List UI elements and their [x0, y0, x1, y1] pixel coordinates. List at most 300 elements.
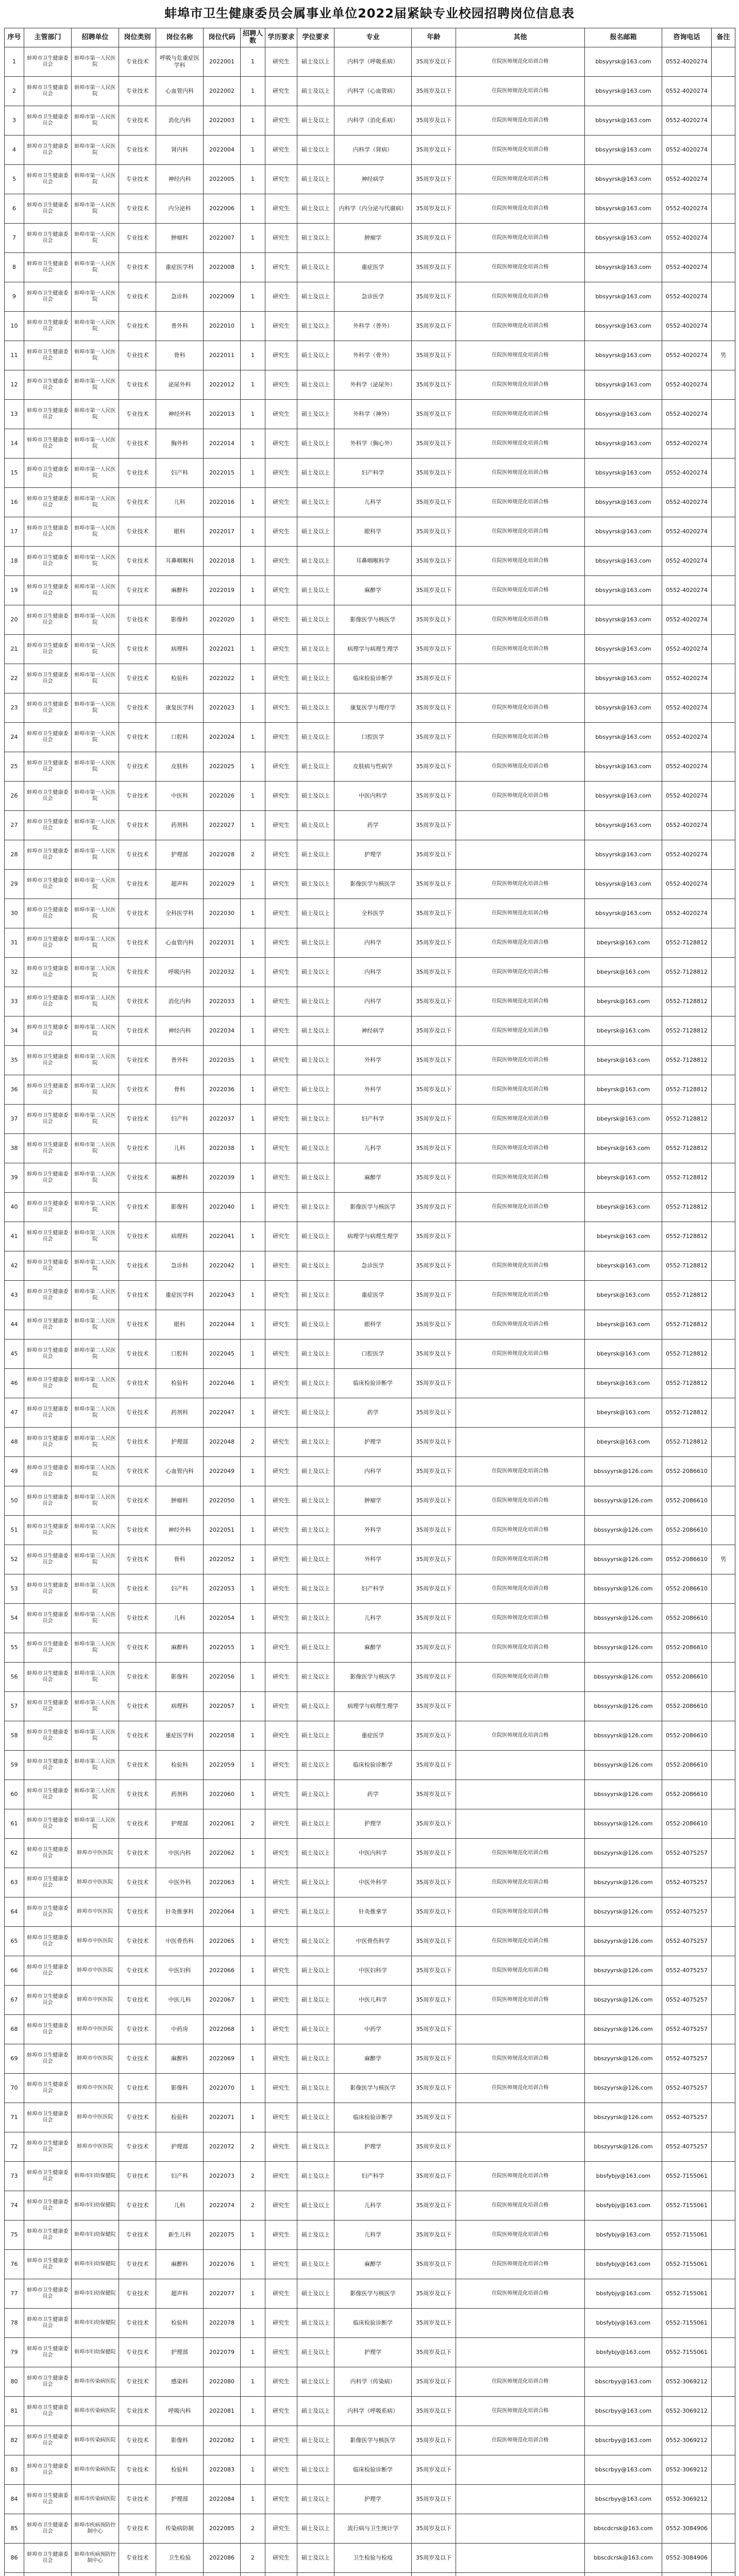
- cell-major: 内科学（传染病）: [334, 2367, 412, 2397]
- cell-email[interactable]: bbeyrsk@163.com: [585, 1046, 662, 1075]
- cell-unit: 蚌埠市第一人民医院: [72, 459, 119, 488]
- cell-email[interactable]: bbsfybjy@163.com: [585, 2221, 662, 2250]
- cell-education: 研究生: [265, 165, 297, 194]
- cell-major: 影像医学与核医学: [334, 2074, 412, 2103]
- cell-email[interactable]: bbssyyrsk@126.com: [585, 1457, 662, 1486]
- cell-degree: 硕士及以上: [297, 1310, 334, 1340]
- cell-education: 研究生: [265, 1956, 297, 1986]
- cell-note: [712, 2367, 735, 2397]
- cell-major: 麻醉学: [334, 1163, 412, 1193]
- cell-other: 住院医师规范化培训合格: [456, 77, 585, 106]
- cell-email[interactable]: bbscdcrsk@163.com: [585, 2544, 662, 2573]
- cell-count: 1: [241, 2044, 265, 2074]
- cell-unit: 蚌埠市中医医院: [72, 2044, 119, 2074]
- cell-unit: 蚌埠市第二人民医院: [72, 1281, 119, 1310]
- cell-email[interactable]: bbscrbyy@163.com: [585, 2426, 662, 2455]
- cell-no: 10: [5, 312, 24, 341]
- cell-post: 肿瘤科: [156, 1486, 204, 1516]
- cell-email[interactable]: bbszyyrsk@126.com: [585, 1956, 662, 1986]
- cell-unit: 蚌埠市第二人民医院: [72, 1075, 119, 1105]
- cell-other: [456, 2103, 585, 2132]
- cell-phone: 0552-7128812: [662, 1340, 712, 1369]
- cell-degree: 硕士及以上: [297, 811, 334, 840]
- cell-no: 78: [5, 2309, 24, 2338]
- cell-education: 研究生: [265, 1369, 297, 1398]
- cell-no: 73: [5, 2162, 24, 2191]
- cell-note: [712, 1780, 735, 1809]
- cell-email[interactable]: bbeyrsk@163.com: [585, 1222, 662, 1251]
- cell-email[interactable]: bbsyyrsk@163.com: [585, 194, 662, 224]
- cell-count: 1: [241, 282, 265, 312]
- cell-major: 重症医学: [334, 1281, 412, 1310]
- cell-count: 1: [241, 47, 265, 77]
- cell-code: 2022068: [204, 2015, 241, 2044]
- cell-education: 研究生: [265, 752, 297, 782]
- cell-phone: 0552-2086610: [662, 1780, 712, 1809]
- cell-email[interactable]: bbssyyrsk@126.com: [585, 1545, 662, 1574]
- cell-education: 研究生: [265, 1428, 297, 1457]
- cell-email[interactable]: bbsyyrsk@163.com: [585, 517, 662, 547]
- cell-email[interactable]: bbscrbyy@163.com: [585, 2455, 662, 2485]
- cell-email[interactable]: bbsyyrsk@163.com: [585, 253, 662, 282]
- cell-email[interactable]: bbsyyrsk@163.com: [585, 664, 662, 693]
- cell-no: 7: [5, 224, 24, 253]
- cell-note: [712, 1251, 735, 1281]
- cell-email[interactable]: bbsfybjy@163.com: [585, 2338, 662, 2367]
- cell-email[interactable]: bbeyrsk@163.com: [585, 1310, 662, 1340]
- cell-education: 研究生: [265, 928, 297, 958]
- cell-email[interactable]: bbeyrsk@163.com: [585, 1428, 662, 1457]
- table-row: [5, 2015, 735, 2044]
- cell-note: [712, 1692, 735, 1721]
- cell-email[interactable]: bbszyyrsk@126.com: [585, 1927, 662, 1956]
- cell-email[interactable]: bbssyyrsk@126.com: [585, 1692, 662, 1721]
- cell-note: [712, 1222, 735, 1251]
- cell-unit: 蚌埠市第二人民医院: [72, 1310, 119, 1340]
- cell-email[interactable]: bbsyyrsk@163.com: [585, 605, 662, 635]
- cell-post: 中医儿科: [156, 1986, 204, 2015]
- cell-email[interactable]: bbsyyrsk@163.com: [585, 811, 662, 840]
- cell-code: 2022074: [204, 2191, 241, 2221]
- cell-email[interactable]: [585, 2573, 662, 2576]
- cell-dept: 蚌埠市卫生健康委员会: [24, 723, 72, 752]
- cell-dept: 蚌埠市卫生健康委员会: [24, 1604, 72, 1633]
- cell-count: 1: [241, 1046, 265, 1075]
- cell-post: 心血管内科: [156, 77, 204, 106]
- cell-unit: 蚌埠市第一人民医院: [72, 106, 119, 135]
- table-row: [5, 811, 735, 840]
- cell-major: 儿科学: [334, 2221, 412, 2250]
- cell-other: 住院医师规范化培训合格: [456, 1516, 585, 1545]
- cell-email[interactable]: bbsyyrsk@163.com: [585, 429, 662, 459]
- cell-note: [712, 2221, 735, 2250]
- cell-email[interactable]: bbeyrsk@163.com: [585, 1398, 662, 1428]
- cell-email[interactable]: bbeyrsk@163.com: [585, 1369, 662, 1398]
- cell-phone: 0552-4020274: [662, 341, 712, 370]
- table-row: [5, 106, 735, 135]
- table-row: [5, 1281, 735, 1310]
- cell-code: 2022037: [204, 1105, 241, 1134]
- cell-dept: 蚌埠市卫生健康委员会: [24, 400, 72, 429]
- cell-email[interactable]: bbsyyrsk@163.com: [585, 693, 662, 723]
- cell-code: 2022081: [204, 2397, 241, 2426]
- cell-education: 研究生: [265, 253, 297, 282]
- cell-email[interactable]: bbszyyrsk@126.com: [585, 2074, 662, 2103]
- cell-post: 影像科: [156, 2074, 204, 2103]
- cell-category: 专业技术: [119, 782, 156, 811]
- cell-dept: 蚌埠市卫生健康委员会: [24, 106, 72, 135]
- cell-post: 影像科: [156, 605, 204, 635]
- cell-dept: 蚌埠市卫生健康委员会: [24, 1927, 72, 1956]
- cell-code: 2022071: [204, 2103, 241, 2132]
- cell-unit: 蚌埠市第二人民医院: [72, 1105, 119, 1134]
- cell-post: 重症医学科: [156, 253, 204, 282]
- cell-degree: 硕士及以上: [297, 488, 334, 517]
- cell-major: 内科学: [334, 928, 412, 958]
- cell-education: 研究生: [265, 2397, 297, 2426]
- cell-email[interactable]: bbszyyrsk@126.com: [585, 1839, 662, 1868]
- cell-unit: 蚌埠市中医医院: [72, 1897, 119, 1927]
- cell-email[interactable]: bbeyrsk@163.com: [585, 1281, 662, 1310]
- cell-email[interactable]: bbsyyrsk@163.com: [585, 341, 662, 370]
- cell-dept: 蚌埠市卫生健康委员会: [24, 1956, 72, 1986]
- cell-category: 专业技术: [119, 1398, 156, 1428]
- cell-dept: 蚌埠市卫生健康委员会: [24, 928, 72, 958]
- cell-phone: 0552-3069212: [662, 2397, 712, 2426]
- cell-education: 研究生: [265, 1075, 297, 1105]
- cell-dept: 蚌埠市卫生健康委员会: [24, 547, 72, 576]
- cell-note: [712, 2338, 735, 2367]
- cell-degree: 硕士及以上: [297, 1751, 334, 1780]
- cell-phone: 0552-4075257: [662, 2044, 712, 2074]
- cell-email[interactable]: bbeyrsk@163.com: [585, 1134, 662, 1163]
- cell-note: [712, 1663, 735, 1692]
- table-row: [5, 282, 735, 312]
- cell-other: 住院医师规范化培训合格: [456, 723, 585, 752]
- table-row: [5, 400, 735, 429]
- cell-email[interactable]: bbeyrsk@163.com: [585, 1163, 662, 1193]
- cell-no: 53: [5, 1574, 24, 1604]
- cell-email[interactable]: bbssyyrsk@126.com: [585, 1780, 662, 1809]
- table-row: [5, 1897, 735, 1927]
- cell-email[interactable]: bbeyrsk@163.com: [585, 1016, 662, 1046]
- cell-post: 中医妇科: [156, 1956, 204, 1986]
- cell-email[interactable]: bbszyyrsk@126.com: [585, 2015, 662, 2044]
- cell-email[interactable]: bbsyyrsk@163.com: [585, 635, 662, 664]
- cell-unit: 蚌埠市中医医院: [72, 1956, 119, 1986]
- cell-phone: 0552-4020274: [662, 135, 712, 165]
- cell-email[interactable]: bbsfybjy@163.com: [585, 2279, 662, 2309]
- cell-unit: 蚌埠市第一人民医院: [72, 429, 119, 459]
- cell-count: 1: [241, 194, 265, 224]
- cell-major: 中医外科学: [334, 1868, 412, 1897]
- table-row: [5, 488, 735, 517]
- cell-email[interactable]: bbsyyrsk@163.com: [585, 752, 662, 782]
- cell-post: 普外科: [156, 312, 204, 341]
- cell-unit: 蚌埠市妇幼保健院: [72, 2221, 119, 2250]
- cell-email[interactable]: bbscdcrsk@163.com: [585, 2514, 662, 2544]
- cell-major: 内科学: [334, 958, 412, 987]
- cell-age: 35周岁及以下: [412, 605, 456, 635]
- cell-email[interactable]: bbssyyrsk@126.com: [585, 1721, 662, 1751]
- cell-category: 专业技术: [119, 1868, 156, 1897]
- cell-email[interactable]: bbssyyrsk@126.com: [585, 1663, 662, 1692]
- cell-dept: 蚌埠市卫生健康委员会: [24, 576, 72, 605]
- cell-unit: 蚌埠市第一人民医院: [72, 664, 119, 693]
- cell-unit: 蚌埠市第二人民医院: [72, 1340, 119, 1369]
- cell-email[interactable]: bbsyyrsk@163.com: [585, 370, 662, 400]
- cell-no: 63: [5, 1868, 24, 1897]
- cell-email[interactable]: bbsyyrsk@163.com: [585, 870, 662, 899]
- cell-age: 35周岁及以下: [412, 1428, 456, 1457]
- cell-email[interactable]: bbeyrsk@163.com: [585, 958, 662, 987]
- cell-post: 眼科: [156, 517, 204, 547]
- cell-email[interactable]: bbsfybjy@163.com: [585, 2309, 662, 2338]
- cell-major: 急诊医学: [334, 282, 412, 312]
- cell-other: 住院医师规范化培训合格: [456, 752, 585, 782]
- cell-email[interactable]: bbsfybjy@163.com: [585, 2162, 662, 2191]
- cell-other: 住院医师规范化培训合格: [456, 429, 585, 459]
- cell-no: 20: [5, 605, 24, 635]
- cell-email[interactable]: bbeyrsk@163.com: [585, 1251, 662, 1281]
- cell-degree: 硕士及以上: [297, 1369, 334, 1398]
- cell-other: 住院医师规范化培训合格: [456, 2397, 585, 2426]
- cell-no: 74: [5, 2191, 24, 2221]
- cell-email[interactable]: bbssyyrsk@126.com: [585, 1751, 662, 1780]
- cell-age: 35周岁及以下: [412, 1574, 456, 1604]
- cell-dept: 蚌埠市卫生健康委员会: [24, 2485, 72, 2514]
- cell-post: 药剂科: [156, 1780, 204, 1809]
- cell-no: 45: [5, 1340, 24, 1369]
- cell-email[interactable]: bbscrbyy@163.com: [585, 2367, 662, 2397]
- cell-email[interactable]: bbsyyrsk@163.com: [585, 488, 662, 517]
- cell-major: 影像医学与核医学: [334, 1663, 412, 1692]
- cell-email[interactable]: bbszyyrsk@126.com: [585, 2044, 662, 2074]
- cell-note: [712, 135, 735, 165]
- cell-education: 研究生: [265, 605, 297, 635]
- cell-no: 67: [5, 1986, 24, 2015]
- cell-no: 83: [5, 2455, 24, 2485]
- cell-email[interactable]: bbsyyrsk@163.com: [585, 459, 662, 488]
- cell-note: [712, 782, 735, 811]
- cell-email[interactable]: bbsyyrsk@163.com: [585, 576, 662, 605]
- cell-dept: 蚌埠市卫生健康委员会: [24, 1075, 72, 1105]
- cell-major: 内科学: [334, 987, 412, 1016]
- cell-code: 2022083: [204, 2455, 241, 2485]
- cell-email[interactable]: bbsyyrsk@163.com: [585, 840, 662, 870]
- cell-age: 35周岁及以下: [412, 2367, 456, 2397]
- cell-other: 住院医师规范化培训合格: [456, 958, 585, 987]
- column-header: 年龄: [412, 28, 456, 47]
- cell-major: 临床检验诊断学: [334, 1751, 412, 1780]
- cell-email[interactable]: bbszyyrsk@126.com: [585, 2132, 662, 2162]
- cell-email[interactable]: bbsyyrsk@163.com: [585, 899, 662, 928]
- cell-email[interactable]: bbsfybjy@163.com: [585, 2250, 662, 2279]
- cell-dept: 蚌埠市卫生健康委员会: [24, 2309, 72, 2338]
- cell-note: [712, 47, 735, 77]
- cell-dept: 蚌埠市卫生健康委员会: [24, 1398, 72, 1428]
- cell-degree: 硕士及以上: [297, 1956, 334, 1986]
- cell-note: [712, 77, 735, 106]
- cell-post: 妇产科: [156, 1105, 204, 1134]
- table-row: [5, 1927, 735, 1956]
- cell-dept: 蚌埠市卫生健康委员会: [24, 2221, 72, 2250]
- cell-post: 中医骨伤科: [156, 1927, 204, 1956]
- cell-education: 研究生: [265, 1780, 297, 1809]
- cell-note: [712, 2573, 735, 2576]
- cell-age: 35周岁及以下: [412, 2132, 456, 2162]
- cell-email[interactable]: bbssyyrsk@126.com: [585, 1516, 662, 1545]
- cell-education: 研究生: [265, 400, 297, 429]
- cell-email[interactable]: bbeyrsk@163.com: [585, 1193, 662, 1222]
- cell-email[interactable]: bbsyyrsk@163.com: [585, 106, 662, 135]
- cell-note: [712, 2455, 735, 2485]
- cell-email[interactable]: bbssyyrsk@126.com: [585, 1486, 662, 1516]
- cell-major: 外科学（骨外）: [334, 341, 412, 370]
- cell-dept: 蚌埠市卫生健康委员会: [24, 2397, 72, 2426]
- table-row: [5, 1428, 735, 1457]
- table-row: [5, 1809, 735, 1839]
- table-row: [5, 1545, 735, 1574]
- cell-post: 普外科: [156, 1046, 204, 1075]
- cell-age: 35周岁及以下: [412, 664, 456, 693]
- cell-category: 专业技术: [119, 312, 156, 341]
- cell-post: 感染科: [156, 2367, 204, 2397]
- cell-no: 21: [5, 635, 24, 664]
- cell-education: 研究生: [265, 2367, 297, 2397]
- cell-other: [456, 1751, 585, 1780]
- cell-other: 住院医师规范化培训合格: [456, 1868, 585, 1897]
- cell-phone: 0552-4020274: [662, 752, 712, 782]
- cell-phone: 0552-7128812: [662, 1398, 712, 1428]
- cell-unit: 蚌埠市中医医院: [72, 1986, 119, 2015]
- cell-email[interactable]: bbsyyrsk@163.com: [585, 282, 662, 312]
- table-row: [5, 1340, 735, 1369]
- cell-category: 专业技术: [119, 224, 156, 253]
- cell-email[interactable]: bbssyyrsk@126.com: [585, 1574, 662, 1604]
- cell-phone: 0552-7155061: [662, 2162, 712, 2191]
- cell-phone: 0552-4020274: [662, 899, 712, 928]
- cell-email[interactable]: bbsyyrsk@163.com: [585, 723, 662, 752]
- cell-count: 1: [241, 576, 265, 605]
- cell-category: 专业技术: [119, 1310, 156, 1340]
- cell-email[interactable]: bbsyyrsk@163.com: [585, 547, 662, 576]
- cell-count: 1: [241, 870, 265, 899]
- cell-education: 研究生: [265, 1927, 297, 1956]
- cell-degree: 硕士及以上: [297, 2514, 334, 2544]
- cell-unit: 蚌埠市第一人民医院: [72, 899, 119, 928]
- cell-dept: 蚌埠市卫生健康委员会: [24, 1809, 72, 1839]
- cell-dept: 蚌埠市卫生健康委员会: [24, 1193, 72, 1222]
- cell-note: 男: [712, 341, 735, 370]
- cell-age: 35周岁及以下: [412, 1340, 456, 1369]
- cell-email[interactable]: bbssyyrsk@126.com: [585, 1633, 662, 1663]
- cell-education: 研究生: [265, 1751, 297, 1780]
- cell-email[interactable]: bbsyyrsk@163.com: [585, 400, 662, 429]
- cell-email[interactable]: bbssyyrsk@126.com: [585, 1809, 662, 1839]
- cell-degree: 硕士及以上: [297, 2279, 334, 2309]
- cell-email[interactable]: bbeyrsk@163.com: [585, 1340, 662, 1369]
- cell-degree: [297, 2573, 334, 2576]
- cell-category: 专业技术: [119, 1016, 156, 1046]
- cell-age: 35周岁及以下: [412, 1897, 456, 1927]
- cell-category: 专业技术: [119, 1986, 156, 2015]
- cell-phone: 0552-7155061: [662, 2309, 712, 2338]
- cell-post: 骨科: [156, 1545, 204, 1574]
- cell-email[interactable]: bbeyrsk@163.com: [585, 928, 662, 958]
- cell-no: 72: [5, 2132, 24, 2162]
- cell-email[interactable]: bbeyrsk@163.com: [585, 1075, 662, 1105]
- cell-other: 住院医师规范化培训合格: [456, 1574, 585, 1604]
- cell-email[interactable]: bbscrbyy@163.com: [585, 2397, 662, 2426]
- cell-email[interactable]: bbsyyrsk@163.com: [585, 224, 662, 253]
- cell-note: [712, 870, 735, 899]
- cell-no: 46: [5, 1369, 24, 1398]
- cell-age: 35周岁及以下: [412, 1046, 456, 1075]
- cell-email[interactable]: bbsyyrsk@163.com: [585, 135, 662, 165]
- cell-post: 眼科: [156, 1310, 204, 1340]
- cell-email[interactable]: bbszyyrsk@126.com: [585, 1897, 662, 1927]
- cell-code: 2022021: [204, 635, 241, 664]
- cell-degree: 硕士及以上: [297, 1222, 334, 1251]
- cell-education: 研究生: [265, 1046, 297, 1075]
- cell-email[interactable]: bbssyyrsk@126.com: [585, 1604, 662, 1633]
- cell-code: 2022027: [204, 811, 241, 840]
- cell-email[interactable]: bbsyyrsk@163.com: [585, 47, 662, 77]
- cell-count: 1: [241, 2338, 265, 2367]
- cell-count: 1: [241, 77, 265, 106]
- cell-count: 2: [241, 2514, 265, 2544]
- cell-email[interactable]: bbsyyrsk@163.com: [585, 312, 662, 341]
- cell-note: [712, 2015, 735, 2044]
- cell-age: 35周岁及以下: [412, 2015, 456, 2044]
- cell-count: 1: [241, 2103, 265, 2132]
- cell-major: 肿瘤学: [334, 1486, 412, 1516]
- cell-code: 2022007: [204, 224, 241, 253]
- cell-age: 35周岁及以下: [412, 2397, 456, 2426]
- table-row: [5, 899, 735, 928]
- cell-email[interactable]: bbszyyrsk@126.com: [585, 1868, 662, 1897]
- table-row: [5, 1839, 735, 1868]
- cell-category: 专业技术: [119, 2309, 156, 2338]
- cell-phone: 0552-7128812: [662, 1251, 712, 1281]
- cell-email[interactable]: bbszyyrsk@126.com: [585, 2103, 662, 2132]
- cell-email[interactable]: bbsyyrsk@163.com: [585, 77, 662, 106]
- cell-email[interactable]: bbsyyrsk@163.com: [585, 782, 662, 811]
- cell-major: 内科学（呼吸系病）: [334, 2397, 412, 2426]
- cell-category: 专业技术: [119, 928, 156, 958]
- cell-age: 35周岁及以下: [412, 547, 456, 576]
- cell-code: 2022079: [204, 2338, 241, 2367]
- cell-email[interactable]: bbszyyrsk@126.com: [585, 1986, 662, 2015]
- cell-category: 专业技术: [119, 1956, 156, 1986]
- cell-email[interactable]: bbscrbyy@163.com: [585, 2485, 662, 2514]
- cell-category: 专业技术: [119, 547, 156, 576]
- cell-phone: 0552-4075257: [662, 2015, 712, 2044]
- cell-email[interactable]: bbeyrsk@163.com: [585, 1105, 662, 1134]
- cell-degree: 硕士及以上: [297, 312, 334, 341]
- cell-unit: 蚌埠市第一人民医院: [72, 194, 119, 224]
- cell-age: 35周岁及以下: [412, 1251, 456, 1281]
- cell-email[interactable]: bbeyrsk@163.com: [585, 987, 662, 1016]
- cell-category: 专业技术: [119, 664, 156, 693]
- cell-other: [456, 2573, 585, 2576]
- cell-email[interactable]: bbsyyrsk@163.com: [585, 165, 662, 194]
- cell-age: 35周岁及以下: [412, 77, 456, 106]
- cell-unit: 蚌埠市第三人民医院: [72, 1751, 119, 1780]
- cell-email[interactable]: bbsfybjy@163.com: [585, 2191, 662, 2221]
- cell-code: 2022042: [204, 1251, 241, 1281]
